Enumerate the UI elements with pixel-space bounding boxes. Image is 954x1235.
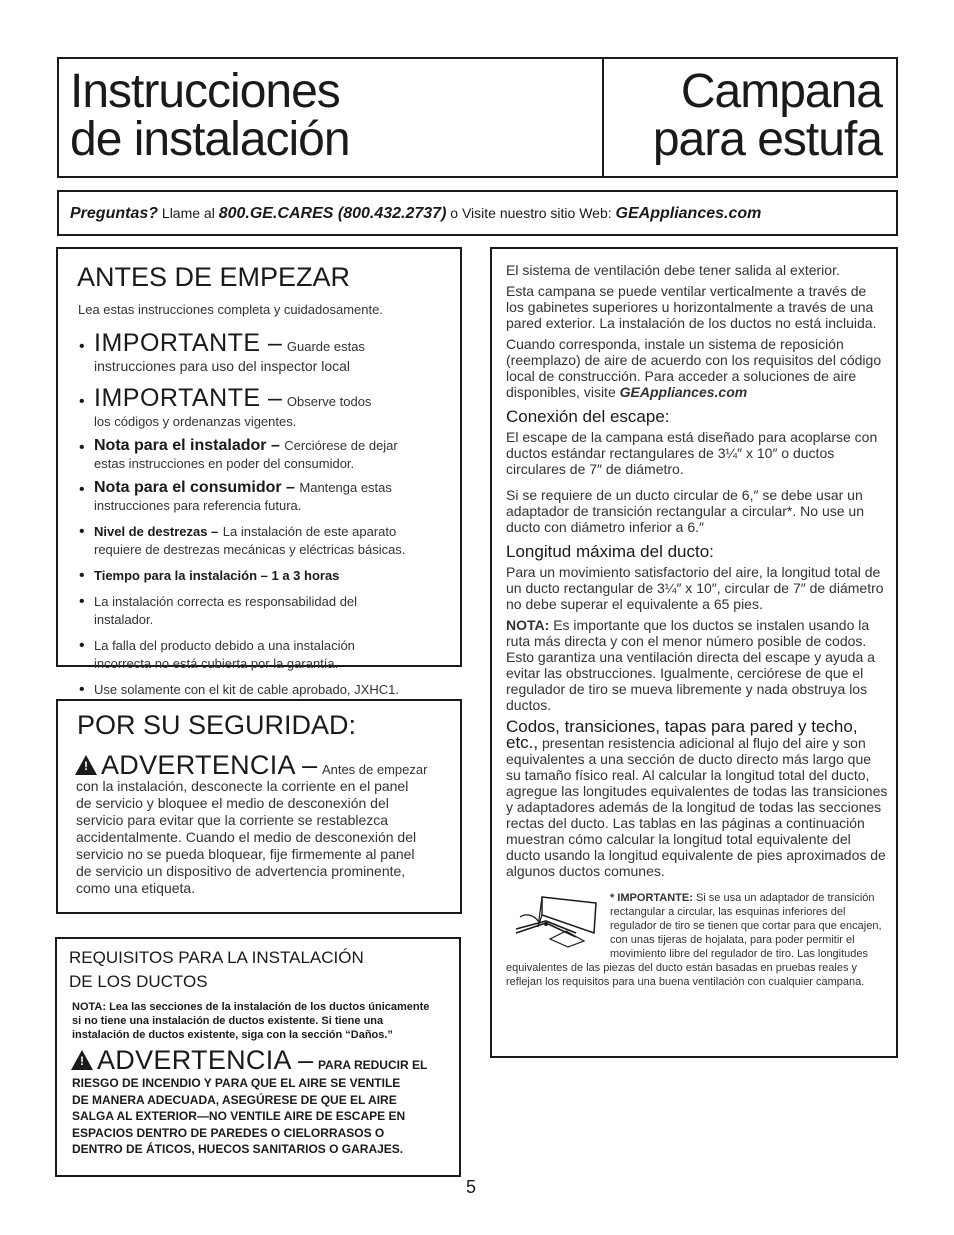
- contact-visite: o Visite nuestro sitio Web:: [450, 205, 612, 221]
- list-item: • IMPORTANTE – Observe todos los códigos y ordenanzas vigentes.: [79, 384, 372, 429]
- seguridad-warning-heading: ! ADVERTENCIA – Antes de empezar: [75, 750, 427, 781]
- contact-web-link[interactable]: GEAppliances.com: [615, 205, 762, 222]
- paragraph: Si se requiere de un ducto circular de 6,″ se debe usar un adaptador de transición rectangular a circular*. No use un ducto con diámetro inferior a 6.″: [506, 487, 864, 535]
- contact-bar: [57, 190, 898, 236]
- ducts-info-box: [490, 247, 898, 1058]
- list-item: • Nota para el consumidor – Mantenga estas instrucciones para referencia futura.: [79, 479, 392, 513]
- right-title-line2: para estufa: [652, 113, 882, 166]
- list-item: • Nivel de destrezas – La instalación de este aparato requiere de destrezas mecánicas y eléctricas básicas.: [79, 523, 406, 557]
- duct-adapter-illustration: [506, 893, 604, 951]
- paragraph: El sistema de ventilación debe tener salida al exterior.: [506, 262, 840, 278]
- list-item: • Nota para el instalador – Cerciórese de dejar estas instrucciones en poder del consumidor.: [79, 437, 398, 471]
- contact-phone: 800.GE.CARES (800.432.2737): [218, 205, 447, 222]
- header-divider: [602, 59, 604, 176]
- contact-llame: Llame al: [161, 205, 215, 221]
- heading-longitud: Longitud máxima del ducto:: [506, 542, 714, 561]
- ducts-info-content: [506, 262, 888, 989]
- paragraph: El escape de la campana está diseñado para acoplarse con ductos estándar rectangulares de 3¼″ x 10″ o ductos circulares de 7″ de diámetro.: [506, 429, 878, 477]
- contact-line: [70, 205, 761, 223]
- paragraph: Cuando corresponda, instale un sistema de reposición (reemplazo) de aire de acuerdo con los requisitos del código local de construcción. Para acceder a soluciones de aire disponibles, visite GEAppliances.com: [506, 336, 882, 400]
- contact-preguntas: Preguntas?: [70, 205, 159, 222]
- paragraph: NOTA: Es importante que los ductos se instalen usando la ruta más directa y con el menor número posible de codos. Esto garantiza una ventilación directa del escape y ayuda a evitar las obstrucciones. Igualmente, cerciórese de que el regulador de tiro se mueva libremente y nada obstruya los ductos.: [506, 617, 875, 713]
- requisitos-box: [55, 937, 461, 1177]
- header-box: [57, 57, 898, 178]
- seguridad-box: [56, 699, 462, 914]
- right-title: [652, 65, 882, 166]
- antes-list: [78, 329, 456, 699]
- list-item: • Use solamente con el kit de cable aprobado, JXHC1.: [79, 681, 399, 698]
- paragraph: Esta campana se puede ventilar verticalmente a través de los gabinetes superiores u horizontalmente a través de una pared exterior. La instalación de los ductos no está incluida.: [506, 283, 877, 331]
- paragraph: Codos, transiciones, tapas para pared y techo, etc., presentan resistencia adicional al flujo del aire y son equivalentes a una sección de ducto directo más largo que su tamaño físico real. Al calcular la longitud total del ducto, agregue las longitudes equivalentes de todas las transiciones y adaptadores además de la longitud de todas las secciones rectas del ducto. Las tablas en las páginas a continuación muestran cómo calcular la longitud total equivalente del ducto usando la longitud equivalente de pies aproximados de algunos ductos comunes.: [506, 717, 888, 879]
- list-item: • La instalación correcta es responsabilidad del instalador.: [79, 593, 358, 627]
- requisitos-nota: NOTA: Lea las secciones de la instalación de los ductos únicamente si no tiene una instalación de ductos existente. Si tiene una instalación de ductos existente, siga con la sección “Daños.”: [72, 1001, 430, 1041]
- list-item: • Tiempo para la instalación – 1 a 3 horas: [79, 567, 340, 584]
- left-title-line1: Instrucciones: [70, 65, 340, 118]
- antes-intro: Lea estas instrucciones completa y cuidadosamente.: [78, 302, 383, 317]
- left-title: [70, 65, 350, 166]
- requisitos-title: REQUISITOS PARA LA INSTALACIÓN DE LOS DUCTOS: [69, 948, 364, 991]
- warning-triangle-icon: !: [71, 1050, 93, 1070]
- seguridad-title: POR SU SEGURIDAD:: [77, 710, 357, 740]
- antes-box: [56, 247, 462, 698]
- requisitos-warning-body: RIESGO DE INCENDIO Y PARA QUE EL AIRE SE VENTILE DE MANERA ADECUADA, ASEGÚRESE DE QUE EL AIRE SALGA AL EXTERIOR—NO VENTILE AIRE DE ESCAPE EN ESPACIOS DENTRO DE PAREDES O CIELORRASOS O DENTRO DE ÁTICOS, HUECOS SANITARIOS O GARAJES.: [72, 1076, 406, 1156]
- left-title-line2: de instalación: [70, 113, 350, 166]
- geappliances-link[interactable]: GEAppliances.com: [619, 384, 748, 400]
- requisitos-warning-heading: ! ADVERTENCIA – PARA REDUCIR EL: [71, 1045, 427, 1076]
- warning-triangle-icon: !: [75, 755, 97, 775]
- importante-note: * IMPORTANTE: Si se usa un adaptador de transición rectangular a circular, las esquinas inferiores del regulador de tiro se tienen que cortar para que encajen, con unas tijeras de hojalata, para poder permitir el movimiento libre del regulador de tiro. Las longitudes equivalentes de las piezas del ducto están basadas en pruebas reales y reflejan los requisitos para una buena ventilación con cualquier campana.: [506, 892, 882, 988]
- antes-title: ANTES DE EMPEZAR: [77, 262, 351, 292]
- page-number: 5: [466, 1177, 477, 1197]
- heading-conexion: Conexión del escape:: [506, 407, 670, 426]
- list-item: • IMPORTANTE – Guarde estas instrucciones para uso del inspector local: [79, 329, 365, 374]
- right-title-line1: Campana: [680, 65, 882, 118]
- paragraph: Para un movimiento satisfactorio del aire, la longitud total de un ducto rectangular de 3¼″ x 10″, circular de 7″ de diámetro no debe superar el equivalente a 65 pies.: [506, 564, 884, 612]
- seguridad-body: con la instalación, desconecte la corriente en el panel de servicio y bloquee el medio de desconexión del servicio para evitar que la corriente se restablezca accidentalmente. Cuando el medio de desconexión del servicio no se pueda bloquear, fije firmemente al panel de servicio un dispositivo de advertencia prominente, como una etiqueta.: [76, 778, 417, 896]
- list-item: • La falla del producto debido a una instalación incorrecta no está cubierta por la garantía.: [79, 637, 355, 671]
